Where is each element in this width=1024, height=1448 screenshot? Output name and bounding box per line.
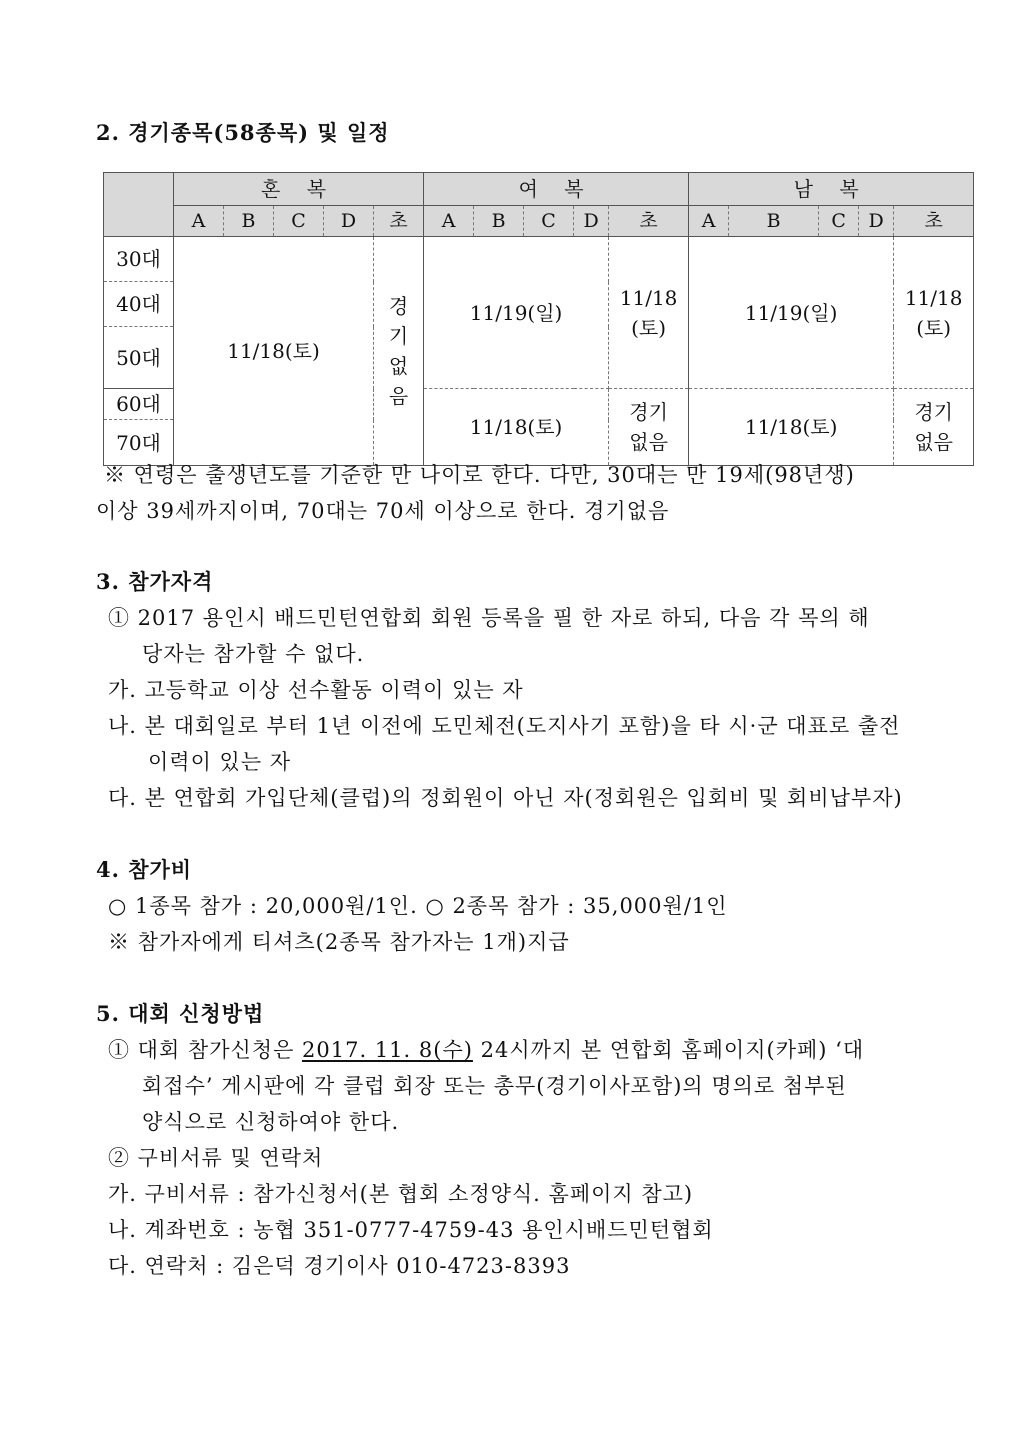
- grade-d: D: [859, 206, 894, 237]
- women-abcd-upper-date: 11/19(일): [424, 237, 609, 389]
- age-50: 50대: [104, 327, 174, 389]
- apply-item1-line1: ① 대회 참가신청은 2017. 11. 8(수) 24시까지 본 연합회 홈페이지(카페) ‘대: [108, 1038, 865, 1062]
- grade-d: D: [324, 206, 374, 237]
- mixed-beginner-none: 경 기 없 음: [374, 237, 424, 466]
- grade-c: C: [524, 206, 574, 237]
- grade-d: D: [574, 206, 609, 237]
- eligibility-item-a: 가. 고등학교 이상 선수활동 이력이 있는 자: [108, 678, 524, 702]
- men-beginner-lower-none: 경기 없음: [894, 389, 974, 466]
- apply-item1-line2: 회접수’ 게시판에 각 클럽 회장 또는 총무(경기이사포함)의 명의로 첨부된: [142, 1074, 847, 1098]
- section2-title: 2. 경기종목(58종목) 및 일정: [96, 120, 390, 145]
- required-docs: 가. 구비서류 : 참가신청서(본 협회 소정양식. 홈페이지 참고): [108, 1182, 694, 1206]
- grade-beginner: 초: [894, 206, 974, 237]
- group-mixed: 혼 복: [174, 173, 424, 206]
- contact: 다. 연락처 : 김은덕 경기이사 010-4723-8393: [108, 1254, 571, 1278]
- grade-beginner: 초: [374, 206, 424, 237]
- age-60: 60대: [104, 389, 174, 420]
- apply-deadline: 2017. 11. 8(수): [302, 1038, 473, 1062]
- section5-title: 5. 대회 신청방법: [96, 1001, 265, 1026]
- grade-b: B: [224, 206, 274, 237]
- eligibility-item-b-line2: 이력이 있는 자: [148, 750, 292, 774]
- tshirt-note: ※ 참가자에게 티셔츠(2종목 참가자는 1개)지급: [108, 930, 570, 954]
- grade-a: A: [174, 206, 224, 237]
- group-men: 남 복: [689, 173, 974, 206]
- age-note-line1: ※ 연령은 출생년도를 기준한 만 나이로 한다. 다만, 30대는 만 19세(98년생): [104, 463, 855, 487]
- age-40: 40대: [104, 282, 174, 327]
- men-beginner-upper-date: 11/18 (토): [894, 237, 974, 389]
- grade-beginner: 초: [609, 206, 689, 237]
- eligibility-item-b-line1: 나. 본 대회일로 부터 1년 이전에 도민체전(도지사기 포함)을 타 시·군 대표로 출전: [108, 714, 901, 738]
- corner-cell: [104, 173, 174, 237]
- mixed-abcd-date: 11/18(토): [174, 237, 374, 466]
- men-abcd-lower-date: 11/18(토): [689, 389, 894, 466]
- age-note-line2: 이상 39세까지이며, 70대는 70세 이상으로 한다. 경기없음: [96, 499, 670, 523]
- age-30: 30대: [104, 237, 174, 282]
- eligibility-item1-line2: 당자는 참가할 수 없다.: [142, 642, 365, 666]
- grade-b: B: [474, 206, 524, 237]
- men-abcd-upper-date: 11/19(일): [689, 237, 894, 389]
- women-abcd-lower-date: 11/18(토): [424, 389, 609, 466]
- grade-b: B: [729, 206, 819, 237]
- women-beginner-upper-date: 11/18 (토): [609, 237, 689, 389]
- schedule-table: [103, 172, 974, 466]
- age-70: 70대: [104, 420, 174, 466]
- apply-item2: ② 구비서류 및 연락처: [108, 1146, 324, 1170]
- entry-fee: ○ 1종목 참가 : 20,000원/1인. ○ 2종목 참가 : 35,000원/1인: [108, 894, 728, 918]
- grade-c: C: [274, 206, 324, 237]
- grade-a: A: [689, 206, 729, 237]
- eligibility-item-c: 다. 본 연합회 가입단체(클럽)의 정회원이 아닌 자(정회원은 입회비 및 회비납부자): [108, 786, 903, 810]
- group-women: 여 복: [424, 173, 689, 206]
- section3-title: 3. 참가자격: [96, 569, 214, 594]
- grade-c: C: [819, 206, 859, 237]
- apply-item1-line3: 양식으로 신청하여야 한다.: [142, 1110, 400, 1134]
- section4-title: 4. 참가비: [96, 857, 193, 882]
- eligibility-item1-line1: ① 2017 용인시 배드민턴연합회 회원 등록을 필 한 자로 하되, 다음 각 목의 해: [108, 606, 870, 630]
- bank-account: 나. 계좌번호 : 농협 351-0777-4759-43 용인시배드민턴협회: [108, 1218, 714, 1242]
- grade-a: A: [424, 206, 474, 237]
- women-beginner-lower-none: 경기 없음: [609, 389, 689, 466]
